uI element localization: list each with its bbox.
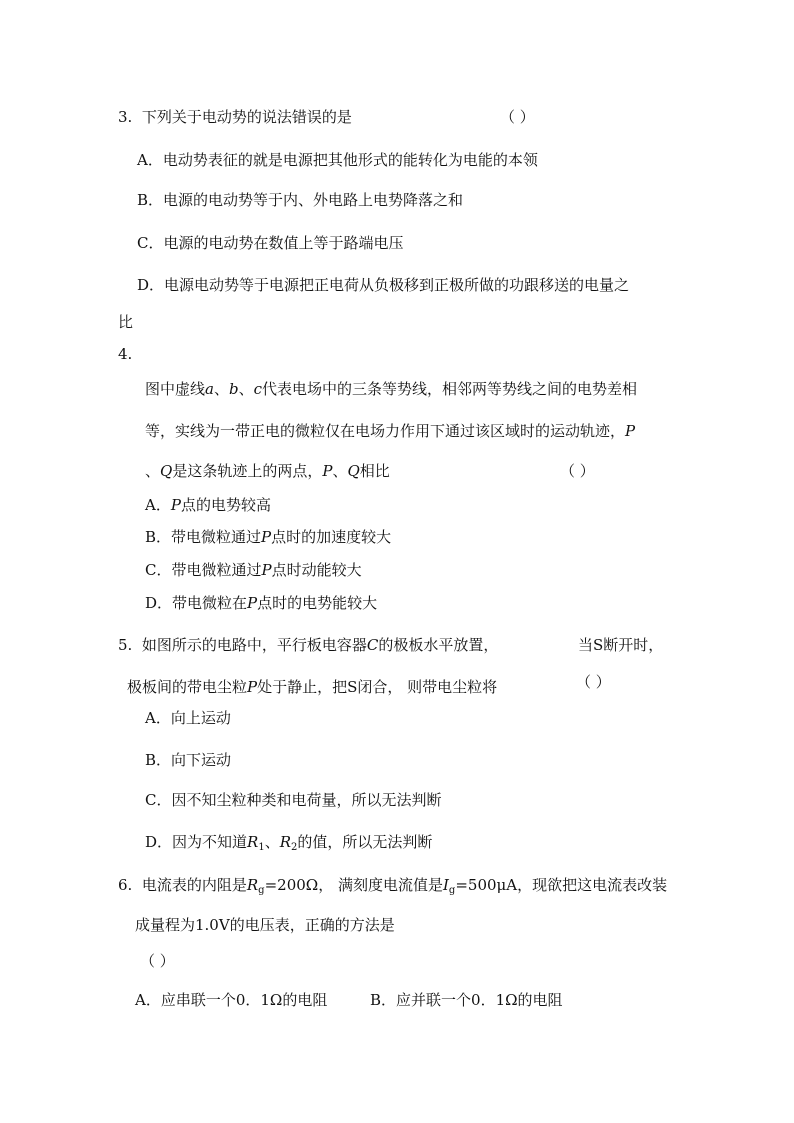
q3-option-d-continuation: 比	[118, 313, 134, 331]
subscript: 2	[291, 842, 298, 853]
var-p: P	[170, 496, 181, 514]
var-c: C	[366, 636, 379, 654]
text: 点时的加速度较大	[271, 528, 392, 546]
subscript: g	[258, 885, 265, 896]
text: A．	[145, 496, 171, 514]
var-a: a	[205, 380, 214, 398]
text: 极板间的带电尘粒	[127, 678, 248, 696]
q4-stem-line-2	[145, 421, 635, 441]
var-p: P	[261, 528, 272, 546]
text: =500μA，现欲把这电流表改装	[455, 876, 668, 894]
q5-number: 5.	[118, 636, 133, 654]
q3-option-c: C．电源的电动势在数值上等于路端电压	[137, 234, 404, 252]
text: =200Ω， 满刻度电流值是	[264, 876, 443, 894]
var-q: Q	[347, 462, 360, 480]
text: 点时的电势能较大	[257, 594, 378, 612]
var-p: P	[261, 561, 272, 579]
q4-option-b	[145, 527, 391, 547]
var-q: Q	[160, 462, 173, 480]
q4-stem-line-1	[145, 379, 637, 399]
q4-option-c	[145, 560, 362, 580]
q3-stem: 下列关于电动势的说法错误的是	[141, 108, 352, 126]
var-p: P	[247, 678, 258, 696]
q5-answer-paren: （ ）	[576, 673, 611, 691]
text: 、	[213, 380, 229, 398]
q6-option-a: A．应串联一个0．1Ω的电阻	[135, 991, 328, 1009]
q3-stem-line	[118, 107, 352, 127]
text: C．带电微粒通过	[145, 561, 262, 579]
text: 、	[238, 380, 254, 398]
q5-stem-line-2	[127, 677, 497, 697]
q4-option-a	[145, 495, 271, 515]
q6-answer-paren: （ ）	[140, 952, 175, 970]
text: 、	[332, 462, 348, 480]
q5-stem-line-1	[118, 635, 498, 655]
text: 、	[264, 833, 280, 851]
var-r: R	[247, 833, 259, 851]
q3-option-a: A．电动势表征的就是电源把其他形式的能转化为电能的本领	[137, 151, 538, 169]
q5-option-c: C．因不知尘粒种类和电荷量，所以无法判断	[145, 791, 442, 809]
text: 相比	[359, 462, 390, 480]
text: 如图所示的电路中，平行板电容器	[141, 636, 367, 654]
subscript: 1	[258, 842, 265, 853]
q3-option-d: D．电源电动势等于电源把正电荷从负极移到正极所做的功跟移送的电量之	[137, 276, 630, 294]
text: D．带电微粒在	[145, 594, 248, 612]
var-r: R	[279, 833, 292, 851]
text: 代表电场中的三条等势线，相邻两等势线之间的电势差相	[262, 380, 638, 398]
var-b: b	[228, 380, 239, 398]
var-i: I	[442, 876, 449, 894]
text: 电流表的内阻是	[141, 876, 247, 894]
q4-option-d	[145, 593, 377, 613]
text: 的极板水平放置，	[378, 636, 499, 654]
text: 、	[145, 462, 161, 480]
text: 点的电势较高	[180, 496, 271, 514]
text: 处于静止，把S闭合， 则带电尘粒将	[257, 678, 498, 696]
q5-option-a: A．向上运动	[145, 709, 231, 727]
var-p: P	[247, 594, 258, 612]
q4-answer-paren: （ ）	[560, 462, 595, 480]
q5-stem-line-1-right: 当S断开时，	[578, 636, 664, 654]
q4-stem-line-3	[145, 461, 390, 481]
var-p: P	[625, 422, 636, 440]
text: 是这条轨迹上的两点，	[172, 462, 323, 480]
q6-stem-line-1	[118, 875, 667, 895]
subscript: g	[448, 885, 456, 896]
q6-option-b: B．应并联一个0．1Ω的电阻	[370, 991, 563, 1009]
text: 的值，所以无法判断	[297, 833, 433, 851]
q6-number: 6.	[118, 876, 133, 894]
q3-number: 3.	[118, 108, 133, 126]
q5-option-b: B．向下运动	[145, 751, 232, 769]
text: D．因为不知道	[145, 833, 248, 851]
text: 图中虚线	[145, 380, 206, 398]
var-c: c	[253, 380, 263, 398]
text: 等，实线为一带正电的微粒仅在电场力作用下通过该区域时的运动轨迹，	[145, 422, 626, 440]
q3-answer-paren: （ ）	[500, 108, 535, 126]
q4-number: 4.	[118, 345, 133, 363]
q5-option-d	[145, 832, 432, 852]
var-r: R	[246, 876, 259, 894]
q3-option-b: B．电源的电动势等于内、外电路上电势降落之和	[137, 191, 464, 209]
text: B．带电微粒通过	[145, 528, 262, 546]
q6-stem-line-2: 成量程为1.0V的电压表，正确的方法是	[135, 916, 395, 934]
text: 点时动能较大	[271, 561, 362, 579]
var-p: P	[322, 462, 333, 480]
